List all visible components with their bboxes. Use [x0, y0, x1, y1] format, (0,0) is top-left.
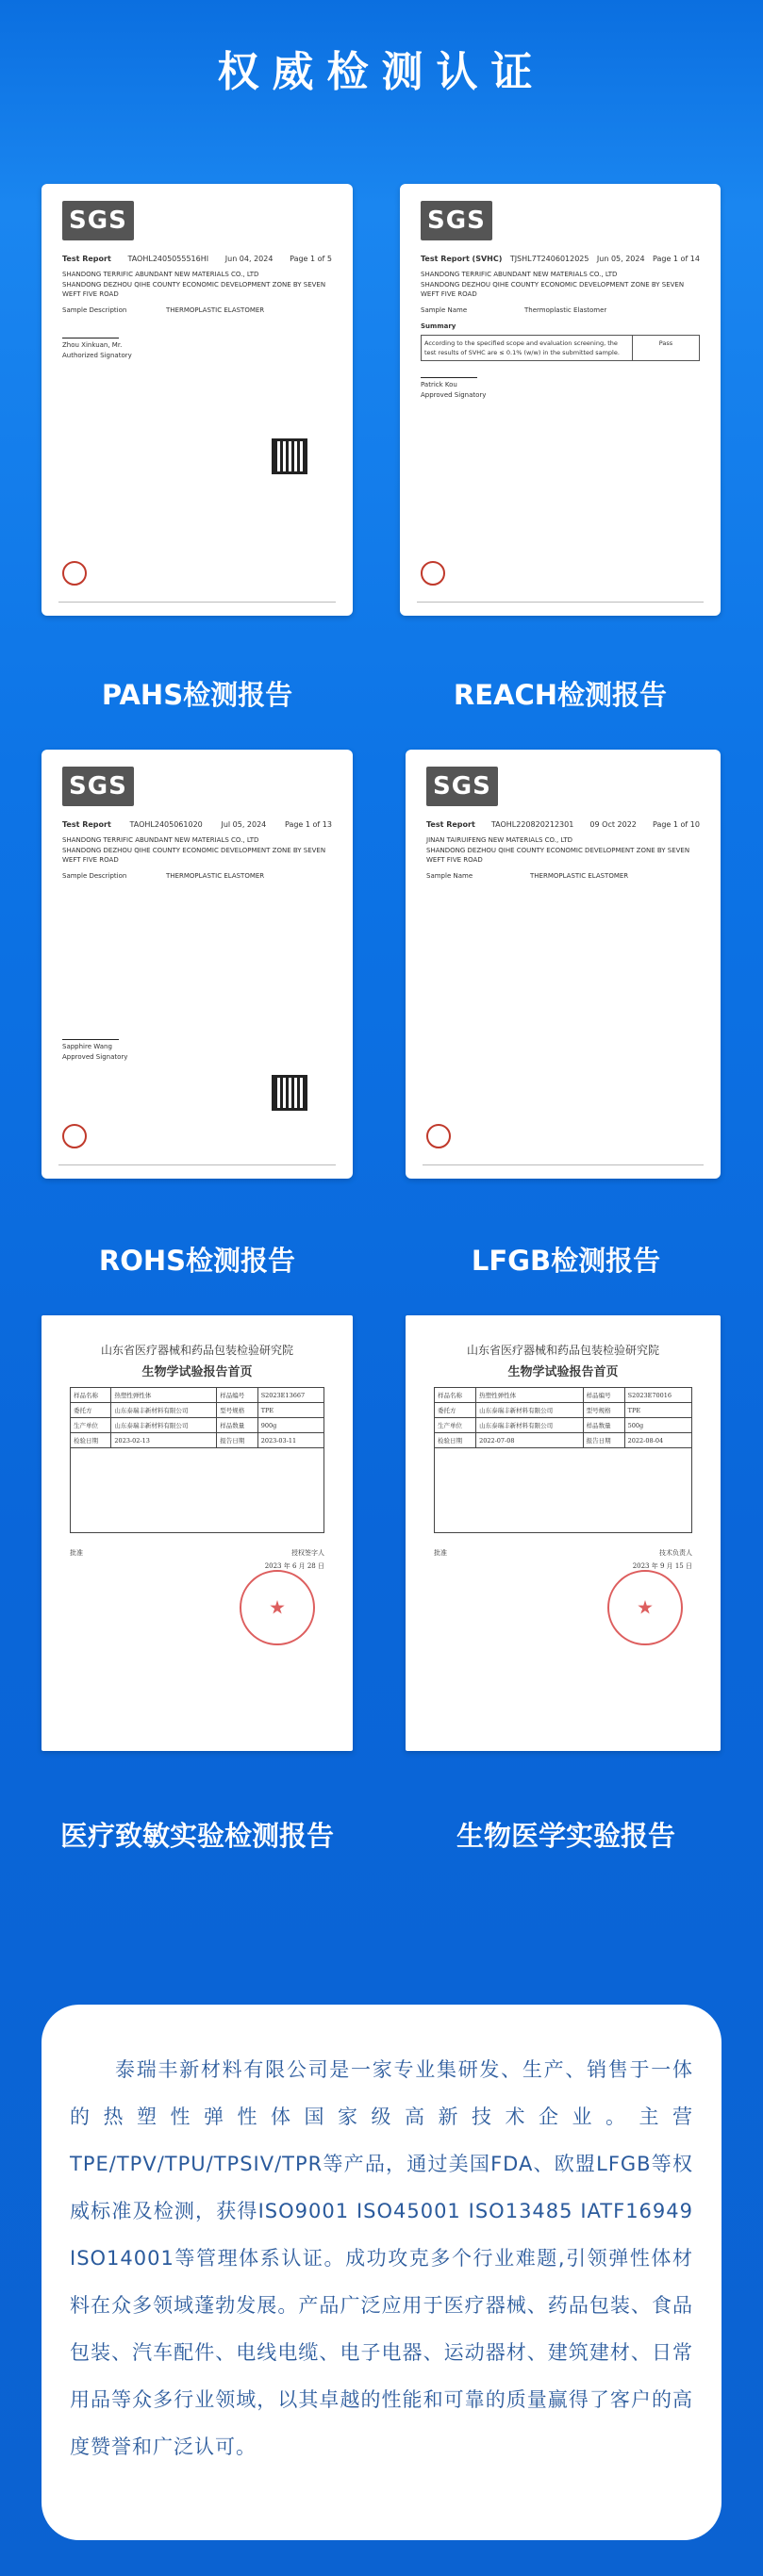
table-cell — [71, 1448, 324, 1533]
table-cell: 山东泰瑞丰新材料有限公司 — [111, 1418, 217, 1433]
client-name: SHANDONG TERRIFIC ABUNDANT NEW MATERIALS CO., LTD — [62, 835, 259, 844]
sgs-logo: SGS — [62, 767, 134, 806]
sample-key: Sample Name — [426, 872, 473, 881]
table-cell: 检验日期 — [435, 1433, 476, 1448]
table-cell — [435, 1448, 692, 1533]
stamp-icon — [607, 1570, 683, 1645]
signature — [62, 1027, 119, 1040]
caption-rohs: ROHS检测报告 — [98, 1245, 296, 1277]
client-address: SHANDONG DEZHOU QIHE COUNTY ECONOMIC DEVELOPMENT ZONE BY SEVEN WEFT FIVE ROAD — [62, 280, 326, 299]
sample-key: Sample Description — [62, 872, 127, 881]
table-row — [435, 1448, 692, 1533]
client-name: JINAN TAIRUIFENG NEW MATERIALS CO., LTD — [426, 835, 573, 844]
report-date: Jun 04, 2024 — [224, 255, 274, 264]
signer-title: Authorized Signatory — [62, 351, 132, 359]
table-cell: 委托方 — [435, 1403, 476, 1418]
sample-value: Thermoplastic Elastomer — [524, 306, 607, 315]
qr-code-icon — [272, 438, 307, 474]
table-cell: 山东泰瑞丰新材料有限公司 — [111, 1403, 217, 1418]
caption-reach: REACH检测报告 — [453, 679, 668, 711]
report-footer — [423, 1164, 704, 1169]
table-cell: 山东泰瑞丰新材料有限公司 — [476, 1418, 584, 1433]
table-cell: 生产单位 — [435, 1418, 476, 1433]
table-cell: 样品编号 — [217, 1388, 257, 1403]
certificate-medical-sensitization — [41, 1315, 353, 1751]
report-table — [434, 1387, 692, 1533]
table-row — [71, 1403, 324, 1418]
report-label: Test Report (SVHC) — [421, 255, 503, 264]
qr-code-icon — [272, 1075, 307, 1111]
table-cell: 样品数量 — [217, 1418, 257, 1433]
report-table — [70, 1387, 324, 1533]
table-cell: 生产单位 — [71, 1418, 111, 1433]
report-date: 2023 年 9 月 15 日 — [632, 1562, 692, 1570]
table-cell: 500g — [624, 1418, 691, 1433]
report-date: Jul 05, 2024 — [221, 820, 267, 830]
client-address: SHANDONG DEZHOU QIHE COUNTY ECONOMIC DEVELOPMENT ZONE BY SEVEN WEFT FIVE ROAD — [426, 846, 690, 865]
table-row — [435, 1433, 692, 1448]
sign-left: 批准 — [70, 1549, 83, 1557]
table-cell: 样品编号 — [583, 1388, 624, 1403]
table-cell: 山东泰瑞丰新材料有限公司 — [476, 1403, 584, 1418]
sample-key: Sample Description — [62, 306, 127, 315]
sign-left: 批准 — [434, 1549, 447, 1557]
stamp-icon — [62, 1124, 87, 1148]
stamp-icon — [421, 561, 445, 586]
report-organization: 山东省医疗器械和药品包装检验研究院 — [466, 1344, 659, 1357]
table-cell: 样品名称 — [71, 1388, 111, 1403]
report-page: Page 1 of 14 — [653, 255, 700, 264]
table-row — [71, 1433, 324, 1448]
table-row — [435, 1388, 692, 1403]
table-cell: TPE — [257, 1403, 323, 1418]
report-label: Test Report — [62, 820, 111, 830]
report-footer — [58, 1164, 336, 1169]
caption-medical-sensitization: 医疗致敏实验检测报告 — [59, 1820, 334, 1852]
table-cell: 2023-03-11 — [257, 1433, 323, 1448]
sample-value: THERMOPLASTIC ELASTOMER — [530, 872, 629, 881]
certificate-rohs — [41, 750, 353, 1179]
signer-title: Approved Signatory — [62, 1052, 128, 1061]
client-name: SHANDONG TERRIFIC ABUNDANT NEW MATERIALS CO., LTD — [62, 270, 259, 278]
table-cell: 检验日期 — [71, 1433, 111, 1448]
report-footer — [58, 602, 336, 606]
table-cell: 2023-02-13 — [111, 1433, 217, 1448]
page-title: 权威检测认证 — [217, 48, 546, 96]
report-date: Jun 05, 2024 — [596, 255, 645, 264]
sample-key: Sample Name — [421, 306, 468, 315]
table-cell: 报告日期 — [583, 1433, 624, 1448]
table-cell: 报告日期 — [217, 1433, 257, 1448]
report-date: 09 Oct 2022 — [589, 820, 637, 830]
table-row — [71, 1418, 324, 1433]
table-cell: S2023E13667 — [257, 1388, 323, 1403]
table-cell: 2022-07-08 — [476, 1433, 584, 1448]
table-row — [71, 1448, 324, 1533]
report-organization: 山东省医疗器械和药品包装检验研究院 — [100, 1344, 293, 1357]
report-title: 生物学试验报告首页 — [141, 1365, 253, 1379]
table-cell: 热塑性弹性体 — [476, 1388, 584, 1403]
summary-box — [421, 335, 700, 361]
report-number: TAOHL220820212301 — [490, 820, 574, 830]
table-cell: 900g — [257, 1418, 323, 1433]
report-page: Page 1 of 5 — [290, 255, 332, 264]
report-number: TAOHL2405061020 — [129, 820, 203, 830]
table-cell: S2023E70016 — [624, 1388, 691, 1403]
signature — [421, 365, 477, 378]
stamp-icon — [62, 561, 87, 586]
summary-result: Pass — [658, 339, 673, 347]
caption-biomedical: 生物医学实验报告 — [456, 1820, 675, 1852]
signature — [62, 325, 119, 339]
client-name: SHANDONG TERRIFIC ABUNDANT NEW MATERIALS CO., LTD — [421, 270, 618, 278]
sgs-logo: SGS — [62, 201, 134, 240]
sgs-logo: SGS — [421, 201, 492, 240]
sgs-logo: SGS — [426, 767, 498, 806]
table-cell: 型号规格 — [217, 1403, 257, 1418]
table-cell: 2022-08-04 — [624, 1433, 691, 1448]
signer-name: Zhou Xinkuan, Mr. — [62, 341, 123, 350]
sign-right: 技术负责人 — [659, 1549, 692, 1557]
report-title: 生物学试验报告首页 — [507, 1365, 619, 1379]
signer-name: Patrick Kou — [421, 381, 457, 389]
summary-text: According to the specified scope and evaluation screening, the test results of SVHC are ≤ 0.1% (w/w) in the submitted sample. — [422, 336, 633, 360]
report-footer — [417, 602, 704, 606]
report-page: Page 1 of 13 — [284, 820, 332, 830]
caption-pahs: PAHS检测报告 — [101, 679, 293, 711]
summary-heading: Summary — [421, 322, 456, 331]
company-description-card — [41, 2005, 722, 2540]
signer-name: Sapphire Wang — [62, 1043, 112, 1051]
report-date: 2023 年 6 月 28 日 — [264, 1562, 324, 1570]
table-row — [435, 1403, 692, 1418]
table-cell: 委托方 — [71, 1403, 111, 1418]
report-number: TJSHL7T2406012025 — [509, 255, 589, 264]
table-cell: 热塑性弹性体 — [111, 1388, 217, 1403]
signer-title: Approved Signatory — [421, 390, 487, 399]
certificate-pahs — [41, 184, 353, 616]
table-cell: 样品数量 — [583, 1418, 624, 1433]
certificate-reach — [400, 184, 721, 616]
certificate-biomedical — [406, 1315, 721, 1751]
client-address: SHANDONG DEZHOU QIHE COUNTY ECONOMIC DEVELOPMENT ZONE BY SEVEN WEFT FIVE ROAD — [62, 846, 326, 865]
certificate-lfgb — [406, 750, 721, 1179]
client-address: SHANDONG DEZHOU QIHE COUNTY ECONOMIC DEVELOPMENT ZONE BY SEVEN WEFT FIVE ROAD — [421, 280, 685, 299]
company-description: 泰瑞丰新材料有限公司是一家专业集研发、生产、销售于一体的热塑性弹性体国家级高新技术企业。主营TPE/TPV/TPU/TPSIV/TPR等产品，通过美国FDA、欧盟LFGB等权威标准及检测，获得ISO9001 ISO45001 ISO13485 IATF16949 ISO14001等管理体系认证。成功攻克多个行业难题,引领弹性体材料在众多领域蓬勃发展。产品广泛应用于医疗器械、药品包装、食品包装、汽车配件、电线电缆、电子电器、运动器材、建筑建材、日常用品等众多行业领域，以其卓越的性能和可靠的质量赢得了客户的高度赞誉和广泛认可。 — [70, 2058, 693, 2458]
sample-value: THERMOPLASTIC ELASTOMER — [166, 306, 265, 315]
stamp-icon — [426, 1124, 451, 1148]
caption-lfgb: LFGB检测报告 — [471, 1245, 661, 1277]
report-page: Page 1 of 10 — [652, 820, 700, 830]
table-cell: 型号规格 — [583, 1403, 624, 1418]
sign-right: 授权签字人 — [291, 1549, 324, 1557]
table-cell: 样品名称 — [435, 1388, 476, 1403]
table-row — [71, 1388, 324, 1403]
report-label: Test Report — [62, 255, 111, 264]
report-label: Test Report — [426, 820, 475, 830]
sample-value: THERMOPLASTIC ELASTOMER — [166, 872, 265, 881]
table-row — [435, 1418, 692, 1433]
report-number: TAOHL2405055516HI — [127, 255, 209, 264]
stamp-icon — [240, 1570, 315, 1645]
table-cell: TPE — [624, 1403, 691, 1418]
